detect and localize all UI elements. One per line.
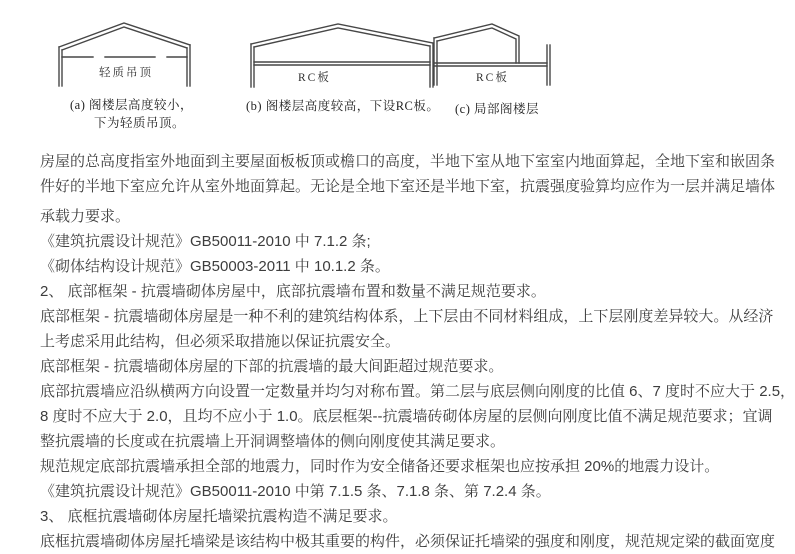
lightweight-ceiling-label: 轻质吊顶 bbox=[99, 67, 153, 79]
text-line: 底部框架 - 抗震墙砌体房屋是一种不利的建筑结构体系，上下层由不同材料组成，上下层刚度差异较大。从经济 bbox=[40, 308, 774, 325]
text-line: 上考虑采用此结构，但必须采取措施以保证抗震安全。 bbox=[40, 333, 401, 350]
text-line: 底框抗震墙砌体房屋托墙梁是该结构中极其重要的构件，必须保证托墙梁的强度和刚度，规范规定梁的截面宽度 bbox=[40, 533, 776, 550]
figure-b-diagram bbox=[243, 14, 443, 94]
figure-a-caption-line2: 下为轻质吊顶。 bbox=[94, 116, 186, 130]
text-line: 《砌体结构设计规范》GB50003-2011 中 10.1.2 条。 bbox=[40, 258, 390, 275]
text-line: 8 度时不应大于 2.0，且均不应小于 1.0。底层框架--抗震墙砖砌体房屋的层侧向刚度比值不满足规范要求；宜调 bbox=[40, 408, 773, 425]
text-line: 《建筑抗震设计规范》GB50011-2010 中 7.1.2 条; bbox=[40, 233, 371, 250]
roof-outer-line bbox=[434, 24, 519, 63]
rc-slab-label: RC板 bbox=[298, 72, 331, 84]
text-line: 2、 底部框架 - 抗震墙砌体房屋中，底部抗震墙布置和数量不满足规范要求。 bbox=[40, 283, 546, 300]
roof-inner-line bbox=[437, 28, 516, 63]
figure-a-caption-line1: (a) 阁楼层高度较小， bbox=[70, 98, 193, 112]
figure-b-caption: (b) 阁楼层高度较高，下设RC板。 bbox=[246, 99, 440, 113]
text-line: 底部抗震墙应沿纵横两方向设置一定数量并均匀对称布置。第二层与底层侧向刚度的比值 6、7 度时不应大于 2.5， bbox=[40, 383, 795, 400]
text-line: 房屋的总高度指室外地面到主要屋面板板顶或檐口的高度，半地下室从地下室室内地面算起，全地下室和嵌固条 bbox=[40, 153, 776, 170]
text-line: 规范规定底部抗震墙承担全部的地震力，同时作为安全储备还要求框架也应按承担 20%的地震力设计。 bbox=[40, 458, 720, 475]
figure-a-diagram bbox=[53, 14, 198, 94]
text-line: 承载力要求。 bbox=[40, 208, 131, 225]
rc-slab-label: RC板 bbox=[476, 72, 509, 84]
text-line: 整抗震墙的长度或在抗震墙上开洞调整墙体的侧向刚度使其满足要求。 bbox=[40, 433, 506, 450]
body-text-block bbox=[40, 149, 795, 554]
text-line: 件好的半地下室应允许从室外地面算起。无论是全地下室还是半地下室，抗震强度验算均应作为一层并满足墙体 bbox=[40, 178, 776, 195]
figure-c-diagram bbox=[426, 14, 566, 94]
text-line: 底部框架 - 抗震墙砌体房屋的下部的抗震墙的最大间距超过规范要求。 bbox=[40, 358, 504, 375]
text-line: 《建筑抗震设计规范》GB50011-2010 中第 7.1.5 条、7.1.8 条、第 7.2.4 条。 bbox=[40, 483, 551, 500]
figure-c-caption: (c) 局部阁楼层 bbox=[455, 102, 539, 116]
text-line: 3、 底框抗震墙砌体房屋托墙梁抗震构造不满足要求。 bbox=[40, 508, 398, 525]
